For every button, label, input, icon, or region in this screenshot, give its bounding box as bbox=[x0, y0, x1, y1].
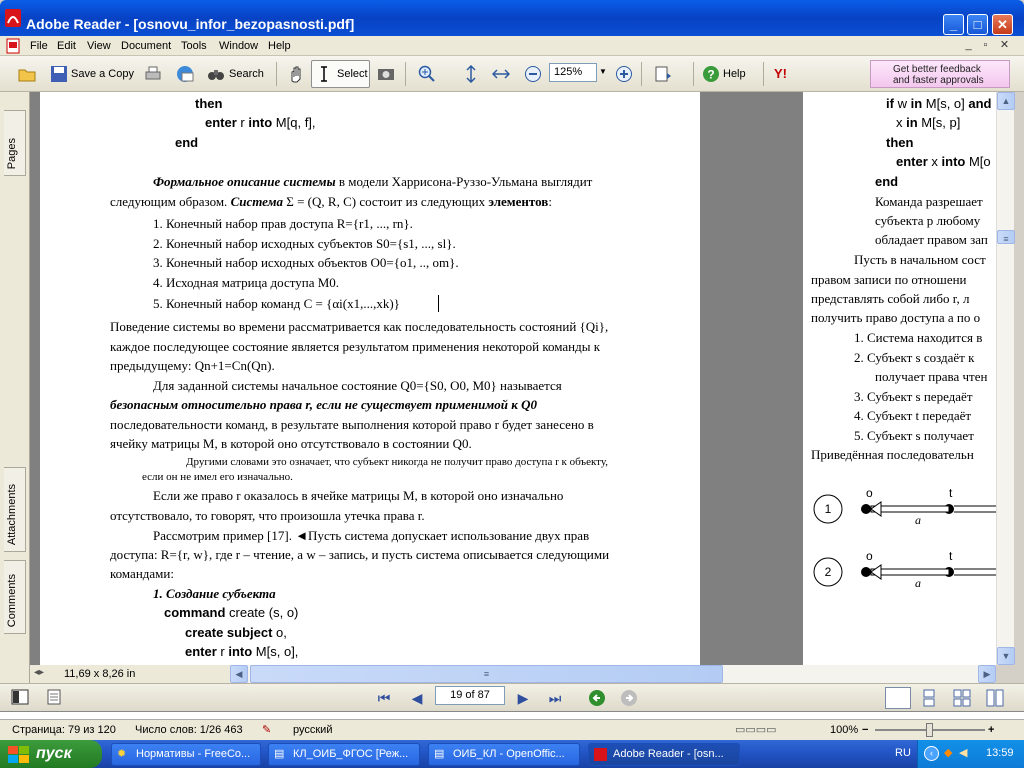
help-button[interactable]: Help bbox=[723, 68, 746, 80]
banner-line1: Get better feedback bbox=[893, 64, 981, 75]
horizontal-scrollbar[interactable] bbox=[230, 665, 996, 683]
code-line: enter x into M[o bbox=[896, 154, 991, 169]
mdi-close-button[interactable]: ✕ bbox=[999, 39, 1010, 51]
section-heading: 1. Создание субъекта bbox=[153, 586, 276, 601]
mdi-restore-button[interactable]: ▫ bbox=[983, 39, 988, 51]
paragraph-line: Для заданной системы начальное состояние Q0={S0, O0, M0} называется bbox=[153, 378, 562, 393]
document-icon: ▤ bbox=[274, 748, 285, 760]
node-label-t: t bbox=[949, 486, 953, 500]
code-line: if w in M[s, o] and bbox=[886, 96, 992, 111]
email-icon[interactable] bbox=[176, 65, 194, 83]
navigation-panel-tabs bbox=[0, 92, 30, 683]
node-label-o: o bbox=[866, 486, 873, 500]
paragraph-line: отсутствовало, то говорят, что произошла утечка права r. bbox=[110, 508, 425, 523]
open-folder-icon[interactable] bbox=[18, 65, 36, 83]
code-line: enter r into M[q, f], bbox=[205, 115, 316, 130]
scroll-right-button[interactable]: ▶ bbox=[978, 665, 996, 683]
paragraph-line: правом записи по отношени bbox=[811, 272, 967, 287]
note-line: если он не имел его изначально. bbox=[142, 471, 293, 483]
zoom-status: 100% bbox=[830, 724, 859, 736]
zoom-in-icon[interactable] bbox=[615, 65, 633, 83]
view-layout-icons[interactable]: ▭▭▭▭ bbox=[735, 724, 777, 736]
pdf-page-20 bbox=[803, 92, 996, 665]
attachments-tab-label: Attachments bbox=[6, 483, 18, 545]
note-line: Другими словами это означает, что субъект никогда не получит право доступа r к объекту, bbox=[186, 456, 608, 468]
zoom-slider-thumb[interactable] bbox=[926, 723, 933, 737]
text-cursor-icon bbox=[315, 65, 333, 83]
code-line: then bbox=[195, 96, 223, 111]
menu-document[interactable]: Document bbox=[121, 40, 172, 52]
menu-bar bbox=[0, 36, 1024, 56]
minimize-button[interactable]: _ bbox=[943, 14, 964, 35]
paragraph-line: обладает правом зап bbox=[875, 232, 988, 247]
fit-height-icon[interactable] bbox=[462, 65, 480, 83]
go-forward-icon[interactable] bbox=[620, 689, 638, 707]
paragraph-line: последовательности команд, в результате выполнения которой право r будет занесено в bbox=[110, 417, 594, 432]
paragraph-line: Команда разрешает bbox=[875, 194, 983, 209]
graph-edge bbox=[871, 569, 949, 575]
paragraph-line: представлять собой либо r, л bbox=[811, 291, 970, 306]
step-label-1: 1 bbox=[824, 502, 832, 516]
page-number-input[interactable]: 19 of 87 bbox=[435, 686, 505, 705]
page-navigation-bar bbox=[0, 683, 1024, 711]
graph-edge bbox=[954, 569, 996, 575]
toggle-nav-pane-icon[interactable] bbox=[11, 689, 29, 705]
attachments-tab[interactable] bbox=[4, 467, 26, 552]
edge-label-a: a bbox=[915, 576, 921, 590]
task-label: ОИБ_КЛ - OpenOffic... bbox=[453, 748, 565, 760]
go-back-icon[interactable] bbox=[588, 689, 606, 707]
window-title: Adobe Reader - [osnovu_infor_bezopasnosti.pdf] bbox=[26, 16, 355, 32]
comments-tab-label: Comments bbox=[6, 573, 18, 627]
list-item: 5. Субъект s получает bbox=[854, 428, 974, 443]
spellcheck-icon[interactable]: ✎ bbox=[262, 724, 272, 736]
language-status: русский bbox=[293, 724, 333, 736]
paragraph-line: Если же право r оказалось в ячейке матрицы M, в которой оно изначально bbox=[153, 488, 564, 503]
binoculars-icon[interactable] bbox=[207, 65, 225, 83]
code-line: end bbox=[175, 135, 199, 150]
list-item: 1. Система находится в bbox=[854, 330, 983, 345]
task-label: КЛ_ОИБ_ФГОС [Реж... bbox=[293, 748, 409, 760]
graph-edge bbox=[954, 506, 996, 512]
list-item: 5. Конечный набор команд C = {αi(x1,...,xk)} bbox=[153, 296, 400, 311]
page-count-status: Страница: 79 из 120 bbox=[12, 724, 116, 736]
previous-page-button[interactable]: ◀ bbox=[411, 690, 423, 706]
start-button[interactable] bbox=[0, 740, 102, 768]
list-item: 3. Конечный набор исходных объектов O0={o1, .., om}. bbox=[153, 255, 459, 270]
paragraph-line: Поведение системы во времени рассматривается как последовательность состояний {Qi}, bbox=[110, 319, 609, 334]
graph-node-o bbox=[861, 504, 871, 514]
pdf-page-19 bbox=[40, 92, 700, 665]
zoom-in-tool-icon[interactable] bbox=[418, 65, 436, 83]
keyboard-language[interactable]: RU bbox=[895, 747, 911, 759]
paragraph-line: Пусть в начальном сост bbox=[854, 252, 986, 267]
paragraph-line: Рассмотрим пример [17]. ◄Пусть система допускает использование двух прав bbox=[153, 528, 590, 543]
tray-expand-icon[interactable]: ‹ bbox=[924, 746, 939, 761]
zoom-level-input[interactable]: 125% bbox=[549, 63, 597, 82]
single-page-view-button[interactable] bbox=[885, 687, 911, 709]
list-item: 3. Субъект s передаёт bbox=[854, 389, 973, 404]
paragraph-line: субъекта p любому bbox=[875, 213, 981, 228]
menu-view[interactable]: View bbox=[87, 40, 111, 52]
paragraph-line: ячейку матрицы M, в которой оно отсутствовало в состоянии Q0. bbox=[110, 436, 472, 451]
document-icon bbox=[6, 38, 20, 54]
facing-view-icon[interactable] bbox=[953, 689, 971, 707]
zoom-dropdown-icon[interactable]: ▼ bbox=[599, 67, 607, 76]
split-handle-icon[interactable]: ◂▸ bbox=[34, 667, 45, 678]
graph-edge-arrow bbox=[871, 502, 881, 516]
list-item: 1. Конечный набор прав доступа R={r1, ..., rn}. bbox=[153, 216, 413, 231]
horizontal-scroll-thumb[interactable]: ≡ bbox=[250, 665, 723, 683]
paragraph-line: предыдущему: Qn+1=Cn(Qn). bbox=[110, 358, 275, 373]
svg-text:?: ? bbox=[707, 67, 715, 82]
clock: 13:59 bbox=[986, 747, 1014, 759]
comments-tab[interactable] bbox=[4, 560, 26, 634]
document-view[interactable] bbox=[30, 92, 996, 665]
task-label: Нормативы - FreeCo... bbox=[136, 748, 251, 760]
menu-tools[interactable]: Tools bbox=[181, 40, 207, 52]
fit-width-icon[interactable] bbox=[492, 65, 510, 83]
access-graph-diagram bbox=[803, 482, 996, 592]
volume-icon[interactable]: ◀ bbox=[959, 747, 968, 759]
toggle-page-view-icon[interactable] bbox=[45, 689, 63, 705]
paragraph-line: командами: bbox=[110, 566, 174, 581]
app-icon: ✹ bbox=[117, 748, 127, 760]
graph-edge bbox=[871, 506, 949, 512]
list-item: 2. Конечный набор исходных субъектов S0={s1, ..., sl}. bbox=[153, 236, 456, 251]
edge-label-a: a bbox=[915, 513, 921, 527]
feedback-banner[interactable] bbox=[870, 60, 1010, 88]
search-button[interactable]: Search bbox=[229, 68, 264, 80]
paragraph-line: каждое последующее состояние является результатом применения некоторой команды к bbox=[110, 339, 601, 354]
help-icon[interactable] bbox=[702, 65, 720, 83]
node-label-t: t bbox=[949, 549, 953, 563]
list-item: получает права чтен bbox=[875, 369, 988, 384]
menu-help[interactable]: Help bbox=[268, 40, 291, 52]
code-line: command create (s, o) bbox=[164, 605, 299, 620]
taskbar bbox=[0, 740, 1024, 768]
menu-edit[interactable]: Edit bbox=[57, 40, 76, 52]
first-page-button[interactable]: ⏮ bbox=[377, 690, 391, 706]
formal-lead: Формальное описание системы bbox=[153, 174, 336, 189]
formal-description-line2: следующим образом. Система Σ = (Q, R, C) состоит из следующих элементов: bbox=[110, 194, 552, 209]
zoom-minus-button[interactable]: − bbox=[862, 724, 869, 736]
scroll-down-button[interactable]: ▼ bbox=[997, 647, 1015, 665]
paragraph-line: безопасным относительно права r, если не существует применимой к Q0 bbox=[110, 397, 537, 412]
formal-description-line1 bbox=[153, 172, 592, 191]
node-label-o: o bbox=[866, 549, 873, 563]
paragraph-line: доступа: R={r, w}, где r – чтение, а w – запись, и пусть система описывается следующими bbox=[110, 547, 610, 562]
code-line: end bbox=[875, 174, 899, 189]
continuous-view-icon[interactable] bbox=[920, 689, 938, 707]
taskbar-item-openoffice[interactable] bbox=[428, 743, 580, 766]
horizontal-bar bbox=[30, 665, 996, 683]
formal-rest: в модели Харрисона-Руззо-Ульмана выглядит bbox=[335, 174, 593, 189]
menu-window[interactable]: Window bbox=[219, 40, 259, 52]
pages-tab[interactable] bbox=[4, 110, 26, 176]
system-tray bbox=[917, 740, 1024, 768]
scroll-up-button[interactable]: ▲ bbox=[997, 92, 1015, 110]
vertical-scrollbar[interactable] bbox=[996, 92, 1014, 665]
title-bar bbox=[0, 0, 1024, 36]
code-line: then bbox=[886, 135, 914, 150]
code-line: x in M[s, p] bbox=[896, 115, 961, 130]
vertical-scroll-thumb[interactable]: ≡ bbox=[997, 230, 1015, 244]
close-button[interactable]: ✕ bbox=[992, 14, 1013, 35]
page-size-readout: 11,69 x 8,26 in bbox=[64, 668, 136, 680]
print-icon[interactable] bbox=[144, 65, 162, 83]
text-caret bbox=[438, 295, 439, 312]
graph-node-o bbox=[861, 567, 871, 577]
yahoo-button[interactable]: Y! bbox=[774, 66, 787, 81]
adobe-reader-icon bbox=[5, 9, 21, 27]
snapshot-camera-icon[interactable] bbox=[377, 65, 395, 83]
continuous-facing-view-icon[interactable] bbox=[986, 689, 1004, 707]
taskbar-item-adobe-reader[interactable] bbox=[588, 743, 740, 766]
graph-edge-arrow bbox=[871, 565, 881, 579]
adobe-reader-icon bbox=[594, 748, 607, 761]
zoom-out-icon[interactable] bbox=[524, 65, 542, 83]
menu-file[interactable]: File bbox=[30, 40, 48, 52]
scroll-left-button[interactable]: ◀ bbox=[230, 665, 248, 683]
code-line: enter r into M[s, o], bbox=[185, 644, 299, 659]
save-copy-button[interactable]: Save a Copy bbox=[71, 68, 134, 80]
paragraph-line: получить право доступа a по о bbox=[811, 310, 981, 325]
taskbar-item-writer-doc[interactable] bbox=[268, 743, 420, 766]
tray-app-icon[interactable]: ◆ bbox=[944, 747, 953, 759]
select-button[interactable]: Select bbox=[337, 68, 368, 80]
hand-tool-icon[interactable] bbox=[287, 65, 305, 83]
list-item: 4. Исходная матрица доступа M0. bbox=[153, 275, 340, 290]
start-label: пуск bbox=[36, 745, 72, 762]
background-window-edge bbox=[0, 711, 1024, 719]
list-item: 2. Субъект s создаёт к bbox=[854, 350, 975, 365]
pages-tab-label: Pages bbox=[6, 137, 18, 169]
maximize-button[interactable]: □ bbox=[967, 14, 988, 35]
code-line: create subject o, bbox=[185, 625, 287, 640]
last-page-button[interactable]: ⏭ bbox=[548, 690, 562, 706]
step-label-2: 2 bbox=[824, 565, 832, 579]
document-icon: ▤ bbox=[434, 748, 445, 760]
save-icon[interactable] bbox=[50, 65, 68, 83]
status-bar bbox=[0, 719, 1024, 740]
mdi-minimize-button[interactable]: _ bbox=[965, 39, 972, 51]
banner-line2: and faster approvals bbox=[893, 75, 984, 86]
paragraph-line: Приведённая последовательн bbox=[811, 447, 974, 462]
zoom-plus-button[interactable]: + bbox=[988, 724, 995, 736]
word-count-status: Число слов: 1/26 463 bbox=[135, 724, 243, 736]
page-layout-icon[interactable] bbox=[654, 65, 672, 83]
next-page-button[interactable]: ▶ bbox=[517, 690, 529, 706]
task-label: Adobe Reader - [osn... bbox=[613, 748, 724, 760]
list-item: 4. Субъект t передаёт bbox=[854, 408, 972, 423]
windows-logo-icon bbox=[8, 746, 30, 763]
taskbar-item-freecommander[interactable] bbox=[111, 743, 261, 766]
